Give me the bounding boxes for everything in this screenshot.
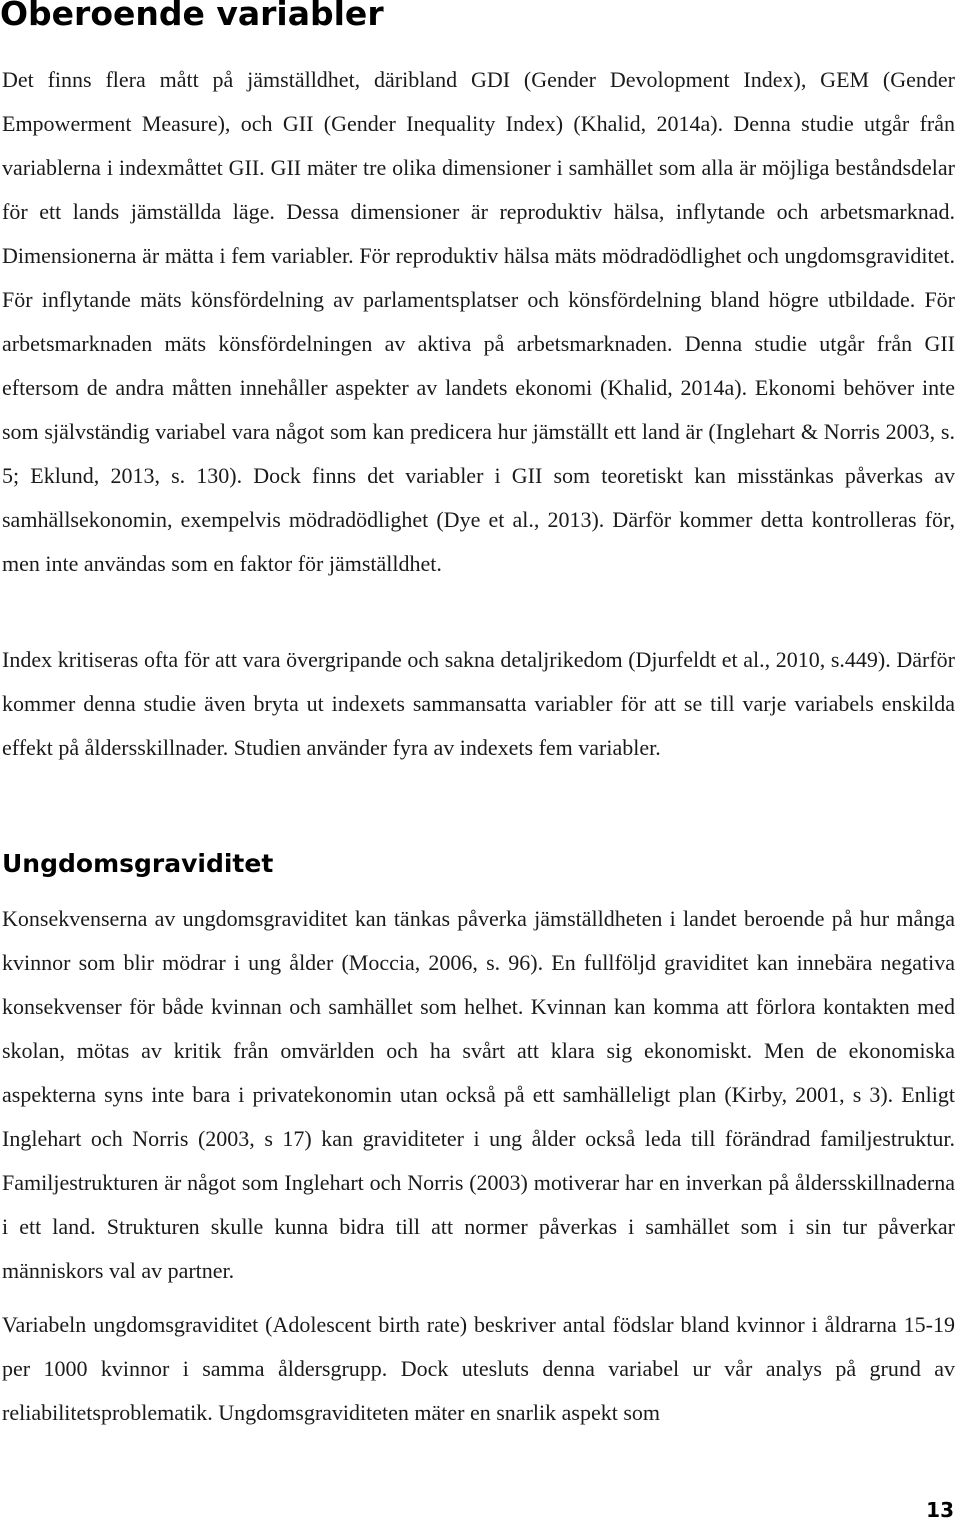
paragraph: Det finns flera mått på jämställdhet, däribland GDI (Gender Devolopment Index), GEM (Gender Empowerment Measure), och GII (Gender Inequality Index) (Khalid, 2014a). Denna studie utgår från variablerna i indexmåttet GII. GII mäter tre olika dimensioner i samhället som alla är möjliga beståndsdelar för ett lands jämställda läge. Dessa dimensioner är reproduktiv hälsa, inflytande och arbetsmarknad. Dimensionerna är mätta i fem variabler. För reproduktiv hälsa mäts mödradödlighet och ungdomsgraviditet. För inflytande mäts könsfördelning av parlamentsplatser och könsfördelning bland högre utbildade. För arbetsmarknaden mäts könsfördelningen av aktiva på arbetsmarknaden. Denna studie utgår från GII eftersom de andra måtten innehåller aspekter av landets ekonomi (Khalid, 2014a). Ekonomi behöver inte som självständig variabel vara något som kan predicera hur jämställt ett land är (Inglehart & Norris 2003, s. 5; Eklund, 2013, s. 130). Dock finns det variabler i GII som teoretiskt kan misstänkas påverkas av samhällsekonomin, exempelvis mödradödlighet (Dye et al., 2013). Därför kommer detta kontrolleras för, men inte användas som en faktor för jämställdhet. [2, 67, 955, 576]
paragraph: Variabeln ungdomsgraviditet (Adolescent birth rate) beskriver antal födslar bland kvinnor i åldrarna 15-19 per 1000 kvinnor i samma åldersgrupp. Dock utesluts denna variabel ur vår analys på grund av reliabilitetsproblematik. Ungdomsgraviditeten mäter en snarlik aspekt som [2, 1312, 955, 1425]
paragraph: Index kritiseras ofta för att vara övergripande och sakna detaljrikedom (Djurfeldt et al., 2010, s.449). Därför kommer denna studie även bryta ut indexets sammansatta variabler för att se till varje variabels enskilda effekt på åldersskillnader. Studien använder fyra av indexets fem variabler. [2, 647, 955, 760]
paragraph: Konsekvenserna av ungdomsgraviditet kan tänkas påverka jämställdheten i landet beroende på hur många kvinnor som blir mödrar i ung ålder (Moccia, 2006, s. 96). En fullföljd graviditet kan innebära negativa konsekvenser för både kvinnan och samhället som helhet. Kvinnan kan komma att förlora kontakten med skolan, mötas av kritik från omvärlden och ha svårt att klara sig ekonomiskt. Men de ekonomiska aspekterna syns inte bara i privatekonomin utan också på ett samhälleligt plan (Kirby, 2001, s 3). Enligt Inglehart och Norris (2003, s 17) kan graviditeter i ung ålder också leda till förändrad familjestruktur. Familjestrukturen är något som Inglehart och Norris (2003) motiverar har en inverkan på åldersskillnaderna i ett land. Strukturen skulle kunna bidra till att normer påverkas i samhället som i sin tur påverkar människors val av partner. [2, 906, 955, 1283]
section-heading-oberoende-variabler: Oberoende variabler [0, 0, 384, 33]
page-number: 13 [926, 1498, 954, 1522]
section-heading-ungdomsgraviditet: Ungdomsgraviditet [2, 849, 274, 878]
